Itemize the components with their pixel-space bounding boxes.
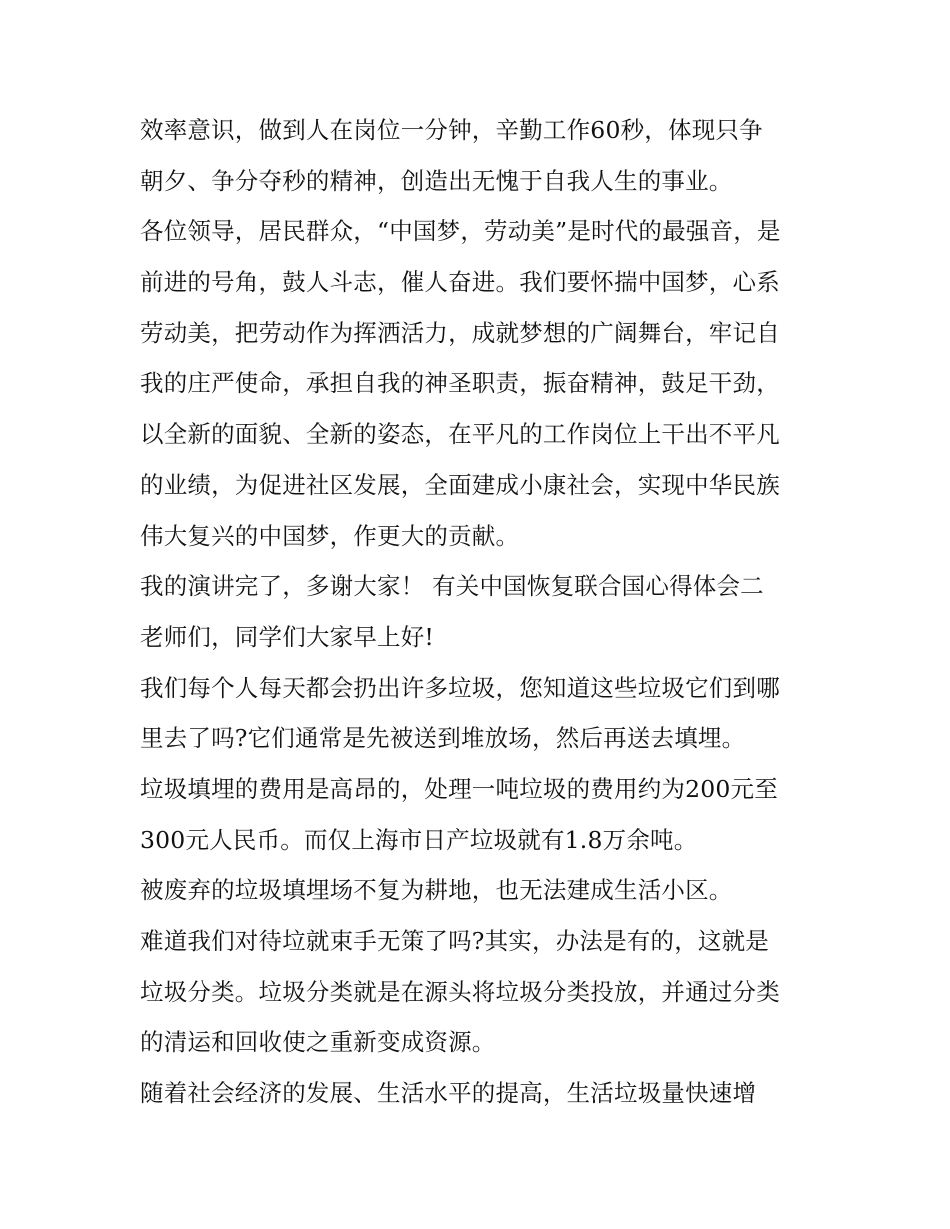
text-line: 里去了吗?它们通常是先被送到堆放场，然后再送去填埋。 xyxy=(140,724,746,753)
text-line: 老师们，同学们大家早上好! xyxy=(140,622,435,651)
text-line: 随着社会经济的发展、生活水平的提高，生活垃圾量快速增 xyxy=(140,1079,757,1108)
text-line: 效率意识，做到人在岗位一分钟，辛勤工作60秒，体现只争 xyxy=(140,116,763,144)
body-text xyxy=(140,105,820,1119)
text-line: 我们每个人每天都会扔出许多垃圾，您知道这些垃圾它们到哪 xyxy=(140,673,780,702)
text-line: 垃圾分类。垃圾分类就是在源头将垃圾分类投放，并通过分类 xyxy=(140,977,780,1006)
text-line: 难道我们对待垃就束手无策了吗?其实，办法是有的，这就是 xyxy=(140,927,769,955)
text-line: 被废弃的垃圾填埋场不复为耕地，也无法建成生活小区。 xyxy=(140,876,733,905)
text-line: 各位领导，居民群众，“中国梦，劳动美”是时代的最强音，是 xyxy=(140,217,781,246)
text-line: 300元人民币。而仅上海市日产垃圾就有1.8万余吨。 xyxy=(140,825,698,854)
text-line: 我的庄严使命，承担自我的神圣职责，振奋精神，鼓足干劲， xyxy=(140,369,780,398)
text-line: 朝夕、争分夺秒的精神，创造出无愧于自我人生的事业。 xyxy=(140,166,733,195)
text-line: 垃圾填埋的费用是高昂的，处理一吨垃圾的费用约为200元至 xyxy=(140,774,778,803)
text-line: 我的演讲完了，多谢大家！ 有关中国恢复联合国心得体会二 xyxy=(140,572,764,601)
text-line: 以全新的面貌、全新的姿态，在平凡的工作岗位上干出不平凡 xyxy=(140,420,780,449)
text-line: 伟大复兴的中国梦，作更大的贡献。 xyxy=(140,521,520,550)
text-line: 前进的号角，鼓人斗志，催人奋进。我们要怀揣中国梦，心系 xyxy=(140,268,780,297)
text-line: 的业绩，为促进社区发展，全面建成小康社会，实现中华民族 xyxy=(140,470,780,499)
text-line: 劳动美，把劳动作为挥洒活力，成就梦想的广阔舞台，牢记自 xyxy=(140,318,780,347)
text-line: 的清运和回收使之重新变成资源。 xyxy=(140,1028,496,1057)
